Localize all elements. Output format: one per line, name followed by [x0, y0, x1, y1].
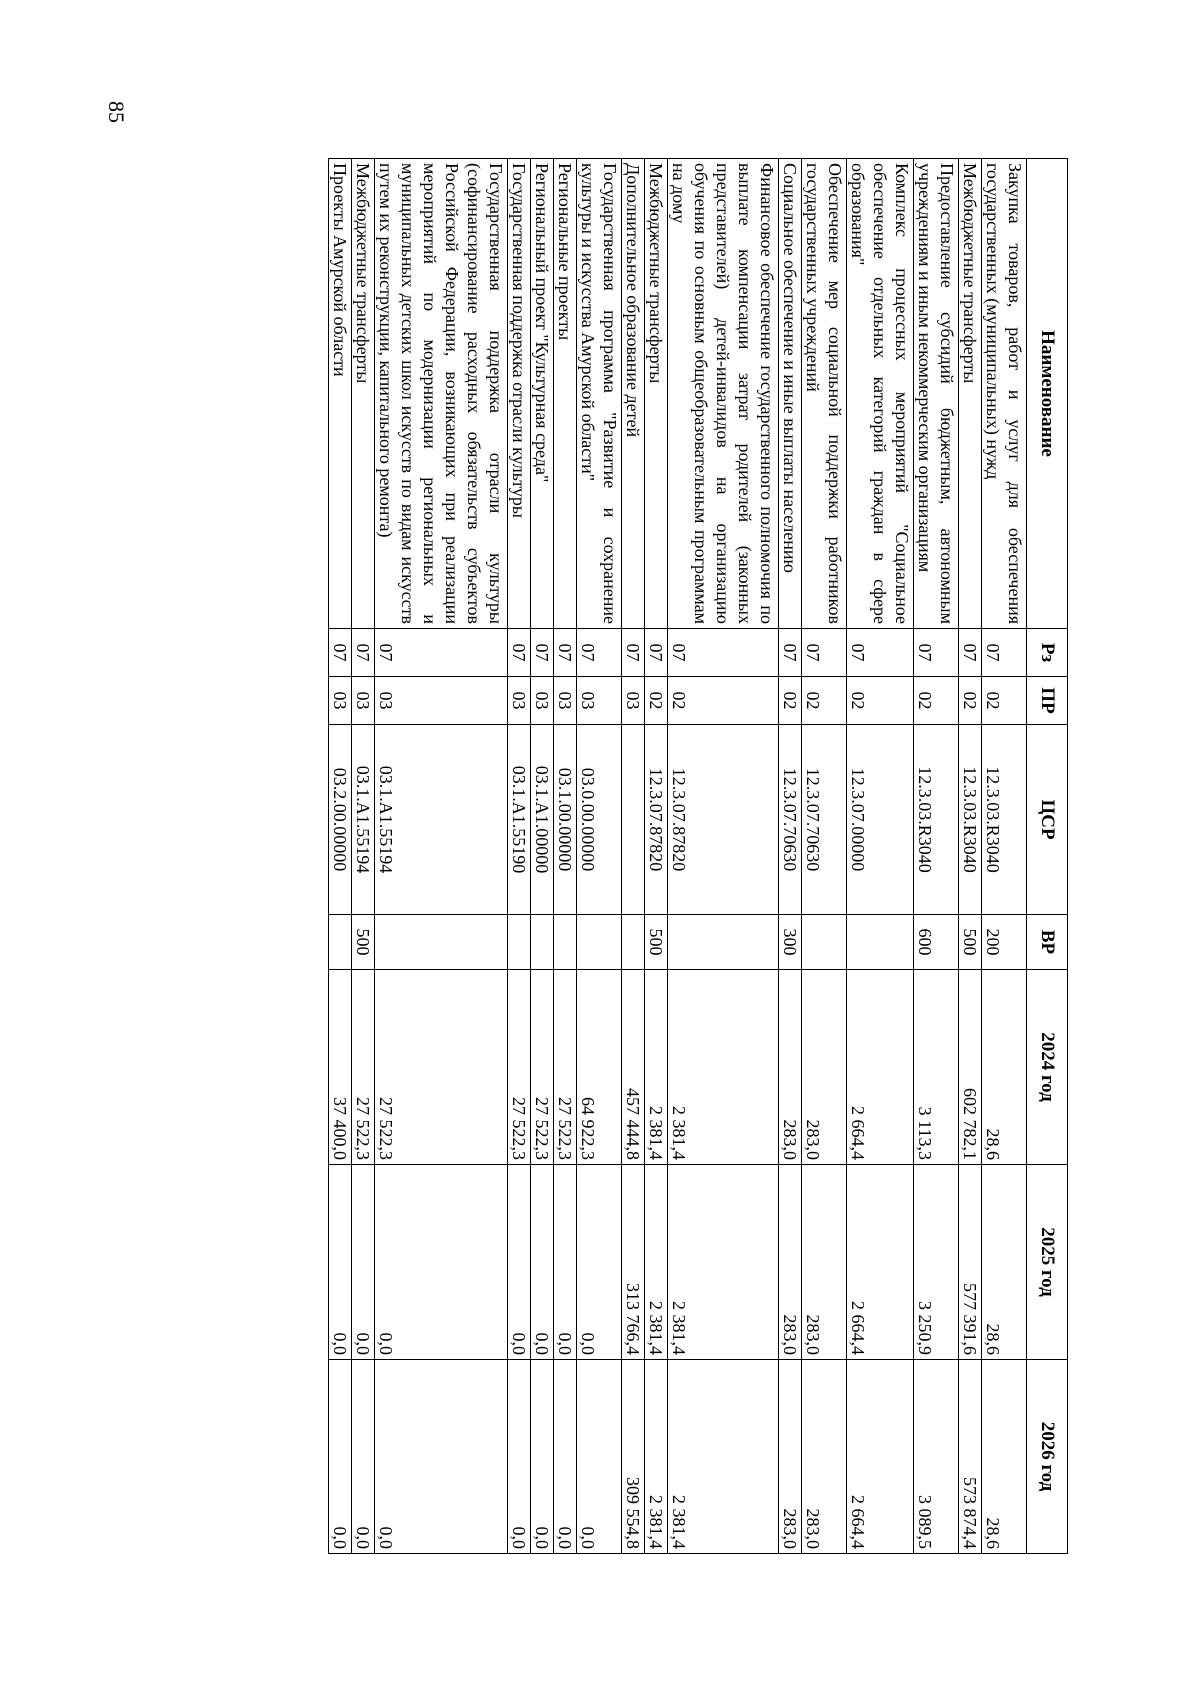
cell-2025: 0,0 [329, 1165, 352, 1360]
cell-name: Региональный проект "Культурная среда" [531, 159, 554, 629]
cell-rz: 07 [802, 629, 847, 677]
cell-2025: 2 664,4 [847, 1165, 914, 1360]
table-row [352, 159, 375, 1554]
cell-name: Финансовое обеспечение государственного полномочия по выплате компенсации затрат родителей (законных представителей) детей-инвалидов на организацию обучения по основным общеобразовательным программам на дому [668, 159, 779, 629]
cell-rz: 07 [531, 629, 554, 677]
header-2025: 2025 год [1027, 1165, 1068, 1360]
table-row [554, 159, 577, 1554]
cell-2025: 283,0 [802, 1165, 847, 1360]
table-row [779, 159, 802, 1554]
cell-rz: 07 [622, 629, 645, 677]
table-row [847, 159, 914, 1554]
cell-2025: 283,0 [779, 1165, 802, 1360]
cell-vr: 500 [645, 915, 668, 970]
cell-name: Региональные проекты [554, 159, 577, 629]
cell-pr: 03 [577, 677, 622, 725]
cell-2026: 283,0 [802, 1360, 847, 1554]
cell-2025: 577 391,6 [959, 1165, 982, 1360]
cell-2026: 2 381,4 [668, 1360, 779, 1554]
cell-rz: 07 [352, 629, 375, 677]
cell-name: Комплекс процессных мероприятий "Социальное обеспечение отдельных категорий граждан в сфере образования" [847, 159, 914, 629]
table-row [914, 159, 959, 1554]
cell-name: Государственная программа "Развитие и сохранение культуры и искусства Амурской области" [577, 159, 622, 629]
cell-2026: 573 874,4 [959, 1360, 982, 1554]
cell-pr: 03 [554, 677, 577, 725]
cell-rz: 07 [982, 629, 1027, 677]
cell-pr: 02 [802, 677, 847, 725]
cell-rz: 07 [959, 629, 982, 677]
cell-2026: 2 664,4 [847, 1360, 914, 1554]
table-row [982, 159, 1027, 1554]
budget-table [328, 158, 1068, 1554]
cell-pr: 03 [375, 677, 508, 725]
header-name: Наименование [1027, 159, 1068, 629]
cell-pr: 03 [508, 677, 531, 725]
cell-csr: 03.2.00.00000 [329, 725, 352, 915]
cell-rz: 07 [914, 629, 959, 677]
cell-2025: 0,0 [508, 1165, 531, 1360]
cell-csr: 03.1.А1.55194 [375, 725, 508, 915]
cell-vr [329, 915, 352, 970]
cell-2025: 2 381,4 [645, 1165, 668, 1360]
cell-2026: 0,0 [554, 1360, 577, 1554]
table-body [329, 159, 1027, 1554]
cell-2026: 0,0 [531, 1360, 554, 1554]
cell-pr: 02 [645, 677, 668, 725]
cell-2026: 0,0 [375, 1360, 508, 1554]
cell-name: Государственная поддержка отрасли культуры [508, 159, 531, 629]
cell-2024: 27 522,3 [554, 970, 577, 1165]
cell-pr: 02 [959, 677, 982, 725]
cell-name: Государственная поддержка отрасли культуры (софинансирование расходных обязательств субъектов Российской Федерации, возникающих при реализации мероприятий по модернизации региональных и муниципальных детских школ искусств по видам искусств путем их реконструкции, капитального ремонта) [375, 159, 508, 629]
cell-2024: 27 522,3 [508, 970, 531, 1165]
cell-vr [554, 915, 577, 970]
cell-vr [847, 915, 914, 970]
cell-name: Межбюджетные трансферты [645, 159, 668, 629]
header-2024: 2024 год [1027, 970, 1068, 1165]
cell-rz: 07 [577, 629, 622, 677]
cell-pr: 03 [622, 677, 645, 725]
cell-2025: 3 250,9 [914, 1165, 959, 1360]
cell-pr: 02 [982, 677, 1027, 725]
cell-pr: 02 [847, 677, 914, 725]
cell-2026: 309 554,8 [622, 1360, 645, 1554]
cell-pr: 03 [329, 677, 352, 725]
cell-2026: 3 089,5 [914, 1360, 959, 1554]
cell-vr [577, 915, 622, 970]
cell-2025: 0,0 [577, 1165, 622, 1360]
cell-pr: 02 [779, 677, 802, 725]
page-number: 85 [104, 101, 129, 123]
cell-pr: 03 [531, 677, 554, 725]
cell-2026: 0,0 [352, 1360, 375, 1554]
table-row [329, 159, 352, 1554]
cell-csr: 12.3.03.R3040 [959, 725, 982, 915]
cell-2025: 313 766,4 [622, 1165, 645, 1360]
table-header-row [1027, 159, 1068, 1554]
cell-name: Социальное обеспечение и иные выплаты населению [779, 159, 802, 629]
cell-2024: 37 400,0 [329, 970, 352, 1165]
table-row [531, 159, 554, 1554]
cell-vr: 500 [352, 915, 375, 970]
cell-pr: 03 [352, 677, 375, 725]
cell-csr: 12.3.07.00000 [847, 725, 914, 915]
cell-rz: 07 [847, 629, 914, 677]
table-row [375, 159, 508, 1554]
cell-2024: 602 782,1 [959, 970, 982, 1165]
cell-name: Межбюджетные трансферты [959, 159, 982, 629]
cell-2026: 28,6 [982, 1360, 1027, 1554]
cell-csr: 12.3.03.R3040 [982, 725, 1027, 915]
cell-2025: 0,0 [554, 1165, 577, 1360]
cell-2024: 27 522,3 [531, 970, 554, 1165]
table-row [645, 159, 668, 1554]
table-row [802, 159, 847, 1554]
cell-rz: 07 [508, 629, 531, 677]
cell-2025: 0,0 [375, 1165, 508, 1360]
cell-name: Дополнительное образование детей [622, 159, 645, 629]
table-row [668, 159, 779, 1554]
cell-2024: 27 522,3 [375, 970, 508, 1165]
cell-csr [622, 725, 645, 915]
cell-name: Проекты Амурской области [329, 159, 352, 629]
cell-csr: 12.3.03.R3040 [914, 725, 959, 915]
header-csr: ЦСР [1027, 725, 1068, 915]
cell-2024: 457 444,8 [622, 970, 645, 1165]
cell-2025: 0,0 [352, 1165, 375, 1360]
cell-vr: 600 [914, 915, 959, 970]
cell-rz: 07 [668, 629, 779, 677]
cell-csr: 12.3.07.70630 [802, 725, 847, 915]
cell-2025: 0,0 [531, 1165, 554, 1360]
header-vr: ВР [1027, 915, 1068, 970]
cell-2024: 3 113,3 [914, 970, 959, 1165]
cell-vr: 500 [959, 915, 982, 970]
budget-table-container [178, 158, 1068, 1553]
cell-csr: 03.1.А1.00000 [531, 725, 554, 915]
cell-2025: 2 381,4 [668, 1165, 779, 1360]
cell-vr [375, 915, 508, 970]
cell-2026: 0,0 [508, 1360, 531, 1554]
cell-2024: 27 522,3 [352, 970, 375, 1165]
cell-csr: 03.1.А1.55190 [508, 725, 531, 915]
cell-rz: 07 [554, 629, 577, 677]
cell-vr [531, 915, 554, 970]
cell-vr: 200 [982, 915, 1027, 970]
cell-2024: 283,0 [802, 970, 847, 1165]
cell-2024: 2 381,4 [645, 970, 668, 1165]
cell-csr: 03.0.00.00000 [577, 725, 622, 915]
cell-2026: 2 381,4 [645, 1360, 668, 1554]
cell-2024: 2 381,4 [668, 970, 779, 1165]
cell-rz: 07 [779, 629, 802, 677]
cell-name: Межбюджетные трансферты [352, 159, 375, 629]
cell-name: Обеспечение мер социальной поддержки работников государственных учреждений [802, 159, 847, 629]
cell-2025: 28,6 [982, 1165, 1027, 1360]
cell-csr: 03.1.А1.55194 [352, 725, 375, 915]
cell-name: Предоставление субсидий бюджетным, автономным учреждениям и иным некоммерческим организациям [914, 159, 959, 629]
table-row [622, 159, 645, 1554]
table-row [577, 159, 622, 1554]
cell-vr [802, 915, 847, 970]
cell-rz: 07 [645, 629, 668, 677]
cell-name: Закупка товаров, работ и услуг для обеспечения государственных (муниципальных) нужд [982, 159, 1027, 629]
cell-vr: 300 [779, 915, 802, 970]
cell-rz: 07 [329, 629, 352, 677]
cell-2024: 2 664,4 [847, 970, 914, 1165]
cell-2026: 283,0 [779, 1360, 802, 1554]
table-row [508, 159, 531, 1554]
cell-pr: 02 [668, 677, 779, 725]
cell-csr: 12.3.07.70630 [779, 725, 802, 915]
table-row [959, 159, 982, 1554]
cell-csr: 12.3.07.87820 [645, 725, 668, 915]
cell-2026: 0,0 [577, 1360, 622, 1554]
header-2026: 2026 год [1027, 1360, 1068, 1554]
header-rz: Рз [1027, 629, 1068, 677]
cell-vr [622, 915, 645, 970]
cell-rz: 07 [375, 629, 508, 677]
cell-2026: 0,0 [329, 1360, 352, 1554]
cell-pr: 02 [914, 677, 959, 725]
cell-2024: 283,0 [779, 970, 802, 1165]
cell-2024: 64 922,3 [577, 970, 622, 1165]
header-pr: ПР [1027, 677, 1068, 725]
cell-vr [508, 915, 531, 970]
cell-2024: 28,6 [982, 970, 1027, 1165]
cell-csr: 03.1.00.00000 [554, 725, 577, 915]
cell-csr: 12.3.07.87820 [668, 725, 779, 915]
cell-vr [668, 915, 779, 970]
